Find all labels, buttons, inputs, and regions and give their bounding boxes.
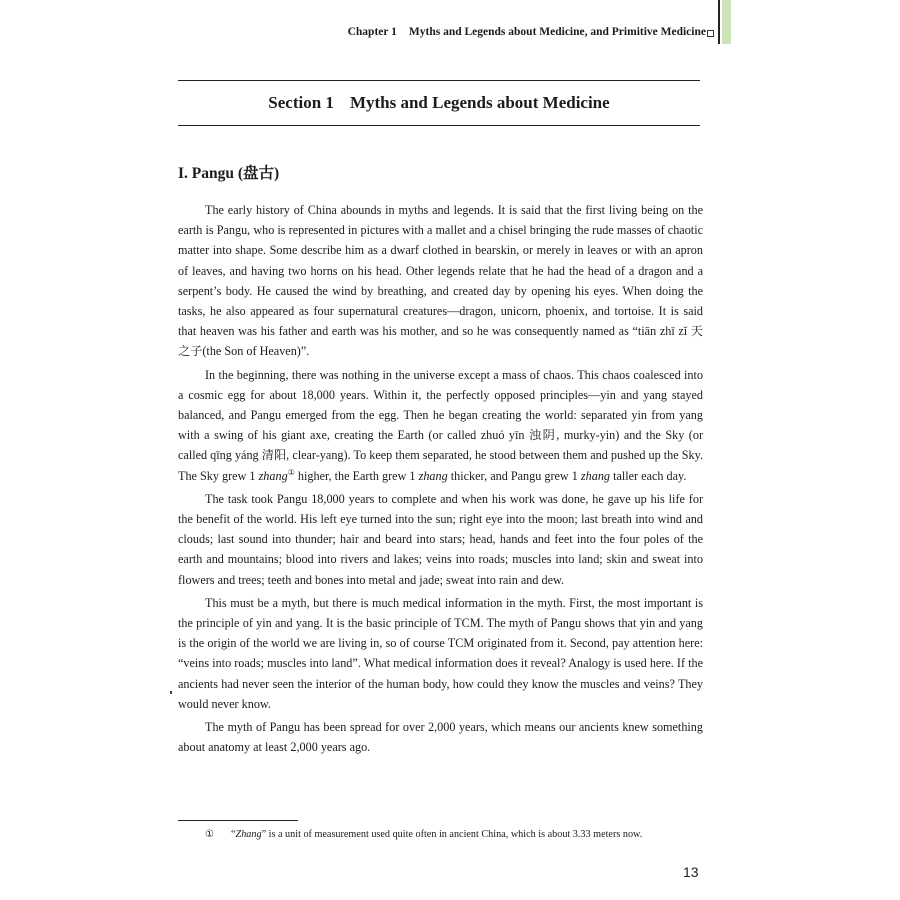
margin-mark bbox=[170, 691, 172, 694]
section-title-box bbox=[178, 80, 700, 126]
chapter-thumb-tab bbox=[722, 0, 731, 44]
footnote-marker: ① bbox=[205, 829, 215, 840]
running-head-title: Myths and Legends about Medicine, and Primitive Medicine bbox=[408, 26, 706, 38]
zhang-term: zhang bbox=[580, 468, 611, 483]
paragraph-2: In the beginning, there was nothing in the universe except a mass of chaos. This chaos coalesced into a cosmic egg for about 18,000 years. Within it, the perfectly opposed principles—yin and yang stayed balanced, and Pangu emerged from the egg. Then he began creating the world: separated yin from yang with a swing of his giant axe, creating the Earth (or called zhuó yīn 浊阴, murky-yin) and the Sky (or called qīng yáng 清阳, clear-yang). To keep them separated, he stood between them and pushed up the Sky. The Sky grew 1 zhang① higher, the Earth grew 1 zhang thicker, and Pangu grew 1 zhang taller each day. bbox=[178, 367, 703, 483]
footnote-term: Zhang bbox=[235, 829, 262, 840]
page-number: 13 bbox=[683, 864, 699, 880]
section-title: Myths and Legends about Medicine bbox=[349, 93, 610, 112]
running-head-chapter: Chapter 1 bbox=[347, 26, 397, 38]
paragraph-4: This must be a myth, but there is much medical information in the myth. First, the most important is the principle of yin and yang. It is the basic principle of TCM. The myth of Pangu shows that yin and yang is the origin of the world we are living in, so of course TCM originated from it. Second, pay attention here: “veins into roads; muscles into land”. What medical information does it reveal? Analogy is used here. If the ancients had never seen the interior of the human body, how could they know the muscles and veins? They would never know. bbox=[178, 595, 703, 711]
paragraph-3: The task took Pangu 18,000 years to complete and when his work was done, he gave up his life for the benefit of the world. His left eye turned into the sun; right eye into the moon; last breath into wind and clouds; last sound into thunder; hair and beard into stars; head, hands and feet into the four poles of the earth and mountains; blood into rivers and lakes; veins into roads; muscles into land; skin and sweat into flowers and trees; teeth and bones into metal and jade; sweat into rain and dew. bbox=[178, 491, 703, 587]
paragraph-1: The early history of China abounds in myths and legends. It is said that the first living being on the earth is Pangu, who is represented in pictures with a mallet and a chisel bringing the rude masses of chaotic matter into shape. Some describe him as a dwarf clothed in bearskin, or merely in leaves or with an apron of leaves, and having two horns on his head. Other legends relate that he had the head of a dragon and a serpent’s body. He caused the wind by breathing, and created day by opening his eyes. When doing the tasks, he also appeared as four supernatural creatures—dragon, unicorn, phoenix, and tortoise. It is said that heaven was his father and earth was his mother, and so he was consequently named as “tiān zhī zǐ 天之子(the Son of Heaven)”. bbox=[178, 203, 703, 359]
footnote-rule bbox=[178, 820, 298, 821]
subsection-heading: I. Pangu (盘古) bbox=[178, 165, 280, 182]
paragraph-5: The myth of Pangu has been spread for over 2,000 years, which means our ancients knew something about anatomy at least 2,000 years ago. bbox=[178, 720, 703, 755]
footnote-reference: ① bbox=[287, 467, 295, 477]
footnote-text: ” is a unit of measurement used quite often in ancient China, which is about 3.33 meters now. bbox=[261, 829, 643, 840]
zhang-term: zhang bbox=[258, 468, 288, 483]
running-head bbox=[0, 26, 706, 38]
running-head-square-icon bbox=[707, 30, 714, 37]
zhang-term: zhang bbox=[418, 468, 448, 483]
page-edge-rule bbox=[718, 0, 720, 44]
footnote: ① “Zhang” is a unit of measurement used quite often in ancient China, which is about 3.33 meters now. bbox=[205, 829, 643, 840]
body-text bbox=[178, 200, 703, 757]
section-number: Section 1 bbox=[268, 93, 334, 112]
